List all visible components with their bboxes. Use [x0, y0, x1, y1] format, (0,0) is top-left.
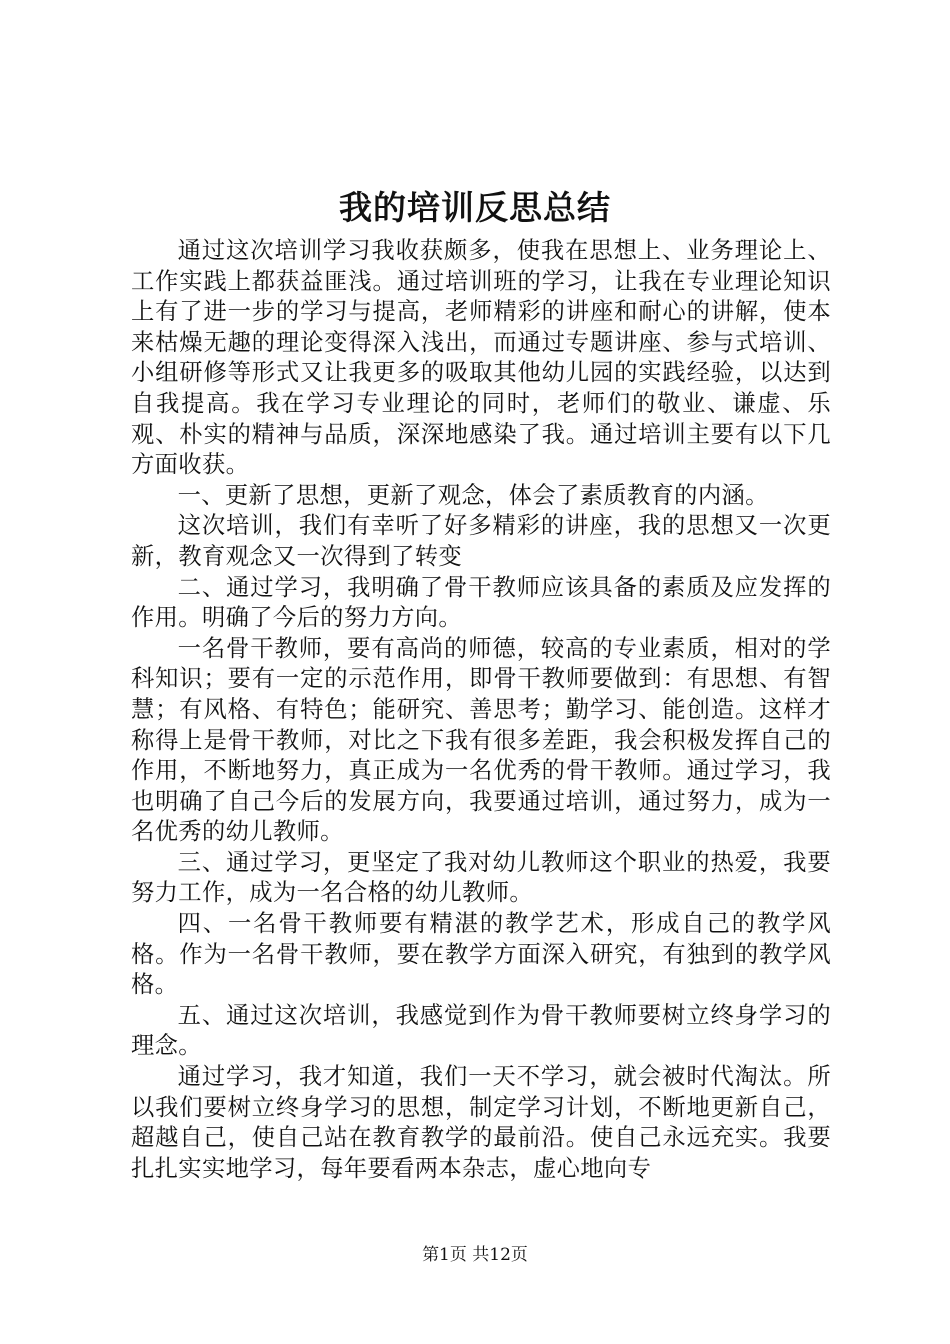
page-number-footer: 第1页 共12页 — [422, 1245, 528, 1265]
paragraph-5: 一名骨干教师，要有高尚的师德，较高的专业素质，相对的学科知识；要有一定的示范作用，即骨干教师要做到：有思想、有智慧；有风格、有特色；能研究、善思考；勤学习、能创造。这样才称得上是骨干教师，对比之下我有很多差距，我会积极发挥自己的作用，不断地努力，真正成为一名优秀的骨干教师。通过学习，我也明确了自己今后的发展方向，我要通过培训，通过努力，成为一名优秀的幼儿教师。 — [131, 634, 831, 846]
document-title: 我的培训反思总结 — [339, 188, 611, 227]
paragraph-6: 三、通过学习，更坚定了我对幼儿教师这个职业的热爱，我要努力工作，成为一名合格的幼儿教师。 — [131, 848, 831, 907]
paragraph-3: 这次培训，我们有幸听了好多精彩的讲座，我的思想又一次更新，教育观念又一次得到了转变 — [131, 512, 831, 570]
document-body — [131, 236, 831, 1184]
paragraph-7: 四、一名骨干教师要有精湛的教学艺术，形成自己的教学风格。作为一名骨干教师，要在教学方面深入研究，有独到的教学风格。 — [131, 910, 831, 999]
paragraph-4: 二、通过学习，我明确了骨干教师应该具备的素质及应发挥的作用。明确了今后的努力方向。 — [131, 573, 831, 632]
paragraph-2: 一、更新了思想，更新了观念，体会了素质教育的内涵。 — [177, 481, 769, 509]
paragraph-8: 五、通过这次培训，我感觉到作为骨干教师要树立终身学习的理念。 — [131, 1001, 831, 1060]
paragraph-1: 通过这次培训学习我收获颇多，使我在思想上、业务理论上、工作实践上都获益匪浅。通过培训班的学习，让我在专业理论知识上有了进一步的学习与提高，老师精彩的讲座和耐心的讲解，使本来枯燥无趣的理论变得深入浅出，而通过专题讲座、参与式培训、小组研修等形式又让我更多的吸取其他幼儿园的实践经验，以达到自我提高。我在学习专业理论的同时，老师们的敬业、谦虚、乐观、朴实的精神与品质，深深地感染了我。通过培训主要有以下几方面收获。 — [131, 237, 831, 479]
paragraph-9: 通过学习，我才知道，我们一天不学习，就会被时代淘汰。所以我们要树立终身学习的思想，制定学习计划，不断地更新自己，超越自己，使自己站在教育教学的最前沿。使自己永远充实。我要扎扎实实地学习，每年要看两本杂志，虚心地向专 — [131, 1063, 831, 1182]
